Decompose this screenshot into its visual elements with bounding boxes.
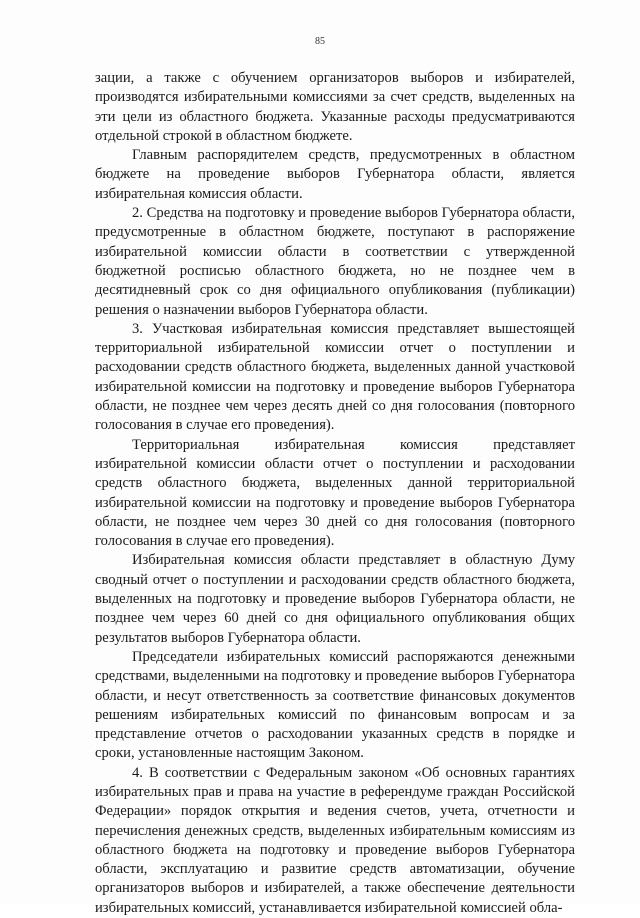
paragraph-item-4: 4. В соответствии с Федеральным законом «Об основных гарантиях избирательных прав и права на участие в референдуме граждан Российской Федерации» порядок открытия и ведения счетов, учета, отчетности и перечисления денежных средств, выделенных избирательным комиссиям из областного бюджета на подготовку и проведение выборов Губернатора области, эксплуатацию и развитие средств автоматизации, обучение организаторов выборов и избирателей, а также обеспечение деятельности избирательных комиссий, устанавливается избирательной комиссией обла- bbox=[95, 764, 575, 916]
page-number: 85 bbox=[315, 36, 325, 47]
body-text bbox=[95, 69, 575, 918]
paragraph: Главным распорядителем средств, предусмотренных в областном бюджете на проведение выборов Губернатора области, является избирательная комиссия области. bbox=[95, 147, 575, 202]
paragraph: Избирательная комиссия области представляет в областную Думу сводный отчет о поступлении и расходовании средств областного бюджета, выделенных на подготовку и проведение выборов Губернатора области, не позднее чем через 60 дней со дня официального опубликования общих результатов выборов Губернатора области. bbox=[95, 552, 575, 646]
paragraph-item-2: 2. Средства на подготовку и проведение выборов Губернатора области, предусмотренные в областном бюджете, поступают в распоряжение избирательной комиссии области в соответствии с утвержденной бюджетной росписью областного бюджета, но не позднее чем в десятидневный срок со дня официального опубликования (публикации) решения о назначении выборов Губернатора области. bbox=[95, 205, 575, 318]
paragraph-item-3: 3. Участковая избирательная комиссия представляет вышестоящей территориальной избирательной комиссии отчет о поступлении и расходовании средств областного бюджета, выделенных данной участковой избирательной комиссии на подготовку и проведение выборов Губернатора области, не позднее чем через десять дней со дня голосования (повторного голосования в случае его проведения). bbox=[95, 320, 575, 434]
paragraph: Председатели избирательных комиссий распоряжаются денежными средствами, выделенными на подготовку и проведение выборов Губернатора области, и несут ответственность за соответствие финансовых документов решениям избирательных комиссий по финансовым вопросам и за представление отчетов о расходовании указанных средств в порядке и сроки, установленные настоящим Законом. bbox=[95, 648, 575, 762]
paragraph-continuation: зации, а также с обучением организаторов выборов и избирателей, производятся избирательными комиссиями за счет средств, выделенных на эти цели из областного бюджета. Указанные расходы предусматриваются отдельной строкой в областном бюджете. bbox=[95, 70, 575, 144]
paragraph: Территориальная избирательная комиссия представляет избирательной комиссии области отчет о поступлении и расходовании средств областного бюджета, выделенных данной территориальной избирательной комиссии на подготовку и проведение выборов Губернатора области, не позднее чем через 30 дней со дня голосования (повторного голосования в случае его проведения). bbox=[95, 436, 575, 550]
